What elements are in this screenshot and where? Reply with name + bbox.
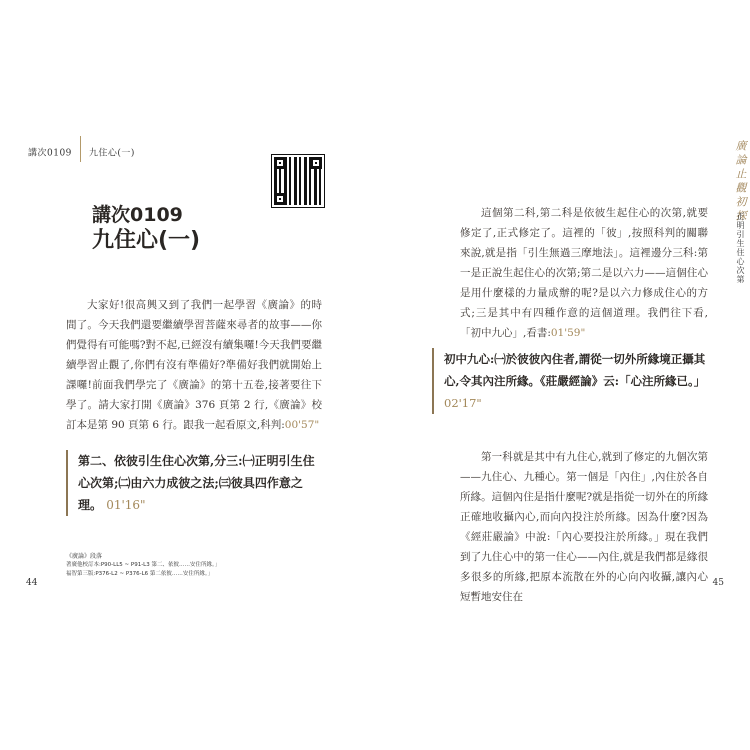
footnote-line: 著廣他校訂本:P90-LL5 ~ P91-L3 第二、依彼……安住所緣。」	[66, 562, 221, 568]
book-spread	[0, 120, 750, 615]
page-number: 45	[712, 578, 724, 588]
timecode: 01'16"	[106, 498, 146, 512]
section-subtitle: 正明引生住心次第	[736, 212, 745, 284]
body-paragraph	[66, 295, 322, 435]
footnote-title: 《廣論》段落	[66, 553, 103, 560]
timecode: 01'59"	[550, 326, 586, 339]
running-head	[28, 140, 135, 166]
footnote-line: 福智第三版:P376-L2 ~ P376-L6 第二依彼……安住所緣。」	[66, 571, 214, 577]
paragraph-text: 這個第二科,第二科是依彼生起住心的次第,就要修定了,正式修定了。這裡的「彼」,按照科判的關聯來說,就是指「引生無過三摩地法」。這裡邊分三科:第一是正說生起住心的次第;第二是以六力——這個住心是用什麼樣的力量成辦的呢?是以六力修成住心的方式;三是其中有四種作意的這個道理。我們往下看,「初中九心」,看書:	[460, 206, 708, 339]
quote-text: 初中九心:㈠於彼彼內住者,謂從一切外所緣境正攝其心,令其內注所緣。《莊嚴經論》云:「心注所緣已。」	[444, 352, 706, 388]
running-head-chapter: 九住心(一)	[88, 148, 135, 159]
lesson-number: 講次0109	[92, 204, 183, 226]
paragraph-text: 大家好!很高興又到了我們一起學習《廣論》的時間了。今天我們還要繼續學習菩薩來尋者的故事——你們覺得有可能嗎?對不起,已經沒有續集囉!今天我們要繼續學習止觀了,你們有沒有準備好?準備好我們就開始上課囉!前面我們學完了《廣論》的第十五卷,接著要往下學了。請大家打開《廣論》376 頁第 2 行,《廣論》校訂本是第 90 頁第 6 行。跟我一起看原文,科判:	[66, 298, 322, 431]
timecode: 00'57"	[284, 418, 320, 431]
footnote	[66, 552, 220, 579]
qr-corner	[274, 193, 286, 205]
page-number: 44	[26, 578, 38, 588]
book-brand: 廣論止觀初探	[734, 140, 747, 224]
qr-corner	[274, 157, 286, 169]
timecode: 02'17"	[444, 396, 482, 410]
source-quote	[66, 450, 318, 516]
qr-corner	[310, 157, 322, 169]
quote-text: 第二、依彼引生住心次第,分三:㈠正明引生住心次第;㈡由六力成彼之法;㈢彼具四作意之理。	[78, 454, 315, 512]
running-head-code: 講次0109	[28, 148, 72, 159]
lesson-title: 九住心(一)	[92, 228, 201, 253]
source-quote	[432, 348, 718, 414]
left-page	[0, 120, 374, 615]
running-head-divider	[80, 136, 81, 162]
qr-code-icon[interactable]	[272, 155, 324, 207]
body-paragraph: 第一科就是其中有九住心,就到了修定的九個次第——九住心、九種心。第一個是「內住」,內住於各自所緣。這個內住是指什麼呢?就是指從一切外在的所緣正確地收攝內心,而向內投注於所緣。因為什麼?因為《經莊嚴論》中說:「內心要投注於所緣。」現在我們到了九住心中的第一住心——內住,就是我們都是緣很多很多的所緣,把原本流散在外的心向內收攝,讓內心短暫地安住在	[460, 450, 708, 603]
body-paragraph	[460, 203, 708, 343]
right-page	[376, 120, 750, 615]
